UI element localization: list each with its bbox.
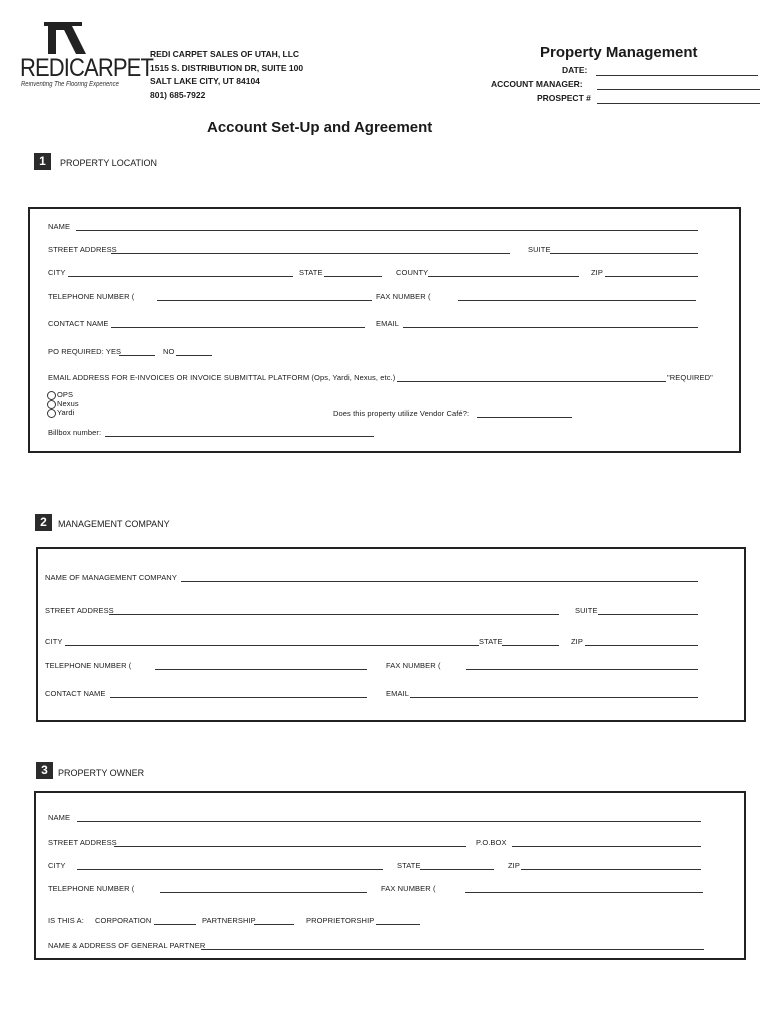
mgmt-suite-field[interactable] [598, 614, 698, 615]
mgmt-name-field[interactable] [181, 581, 698, 582]
section-title-property-owner: PROPERTY OWNER [58, 768, 145, 778]
date-label: DATE: [562, 65, 588, 75]
property-telephone-label: TELEPHONE NUMBER ( [48, 292, 135, 301]
po-yes-label: PO REQUIRED: YES [48, 347, 122, 356]
owner-city-field[interactable] [77, 869, 383, 870]
owner-telephone-label: TELEPHONE NUMBER ( [48, 884, 135, 893]
owner-state-label: STATE [397, 861, 421, 870]
property-county-label: COUNTY [396, 268, 429, 277]
property-county-field[interactable] [428, 276, 579, 277]
mgmt-contact-field[interactable] [110, 697, 367, 698]
entity-proprietorship-field[interactable] [376, 924, 420, 925]
property-fax-label: FAX NUMBER ( [376, 292, 431, 301]
invoice-required-note: "REQUIRED" [667, 373, 713, 382]
property-fax-field[interactable] [458, 300, 696, 301]
property-email-label: EMAIL [376, 319, 400, 328]
section-title-property-location: PROPERTY LOCATION [60, 158, 158, 168]
general-partner-label: NAME & ADDRESS OF GENERAL PARTNER [48, 941, 206, 950]
account-manager-field[interactable] [597, 89, 760, 90]
prospect-field[interactable] [597, 103, 760, 104]
section-number-1: 1 [34, 153, 51, 170]
owner-telephone-field[interactable] [160, 892, 367, 893]
property-zip-label: ZIP [591, 268, 603, 277]
entity-corporation-field[interactable] [154, 924, 196, 925]
owner-name-field[interactable] [77, 821, 701, 822]
mgmt-telephone-label: TELEPHONE NUMBER ( [45, 661, 132, 670]
page-title: Property Management [540, 44, 698, 61]
owner-zip-field[interactable] [521, 869, 701, 870]
mgmt-state-label: STATE [479, 637, 503, 646]
vendor-cafe-label: Does this property utilize Vendor Café?: [333, 409, 470, 418]
vendor-cafe-field[interactable] [477, 417, 572, 418]
billbox-label: Billbox number: [48, 428, 102, 437]
mgmt-zip-label: ZIP [571, 637, 583, 646]
property-contact-field[interactable] [111, 327, 365, 328]
mgmt-suite-label: SUITE [575, 606, 598, 615]
logo-mark-icon [42, 20, 88, 56]
entity-partnership-field[interactable] [254, 924, 294, 925]
company-name: REDI CARPET SALES OF UTAH, LLC [150, 49, 300, 59]
owner-fax-field[interactable] [465, 892, 703, 893]
logo-wordmark: REDICARPET [20, 54, 154, 82]
mgmt-city-field[interactable] [65, 645, 479, 646]
property-zip-field[interactable] [605, 276, 698, 277]
mgmt-email-field[interactable] [410, 697, 698, 698]
property-name-field[interactable] [76, 230, 698, 231]
prospect-label: PROSPECT # [537, 93, 591, 103]
company-address [150, 48, 303, 102]
owner-fax-label: FAX NUMBER ( [381, 884, 436, 893]
property-suite-field[interactable] [550, 253, 698, 254]
property-owner-box [34, 791, 746, 960]
entity-type-label: IS THIS A: [48, 916, 84, 925]
property-email-field[interactable] [403, 327, 698, 328]
entity-partnership-label: PARTNERSHIP [202, 916, 256, 925]
owner-street-label: STREET ADDRESS [48, 838, 117, 847]
owner-state-field[interactable] [420, 869, 494, 870]
owner-city-label: CITY [48, 861, 66, 870]
entity-corporation-label: CORPORATION [95, 916, 152, 925]
date-field[interactable] [596, 75, 758, 76]
owner-zip-label: ZIP [508, 861, 520, 870]
property-name-label: NAME [48, 222, 71, 231]
mgmt-fax-label: FAX NUMBER ( [386, 661, 441, 670]
mgmt-contact-label: CONTACT NAME [45, 689, 106, 698]
entity-proprietorship-label: PROPRIETORSHIP [306, 916, 375, 925]
platform-yardi-label: Yardi [57, 408, 75, 417]
logo-tagline: Reinventing The Flooring Experience [21, 81, 119, 88]
owner-name-label: NAME [48, 813, 71, 822]
po-yes-field[interactable] [119, 355, 155, 356]
company-address-line2: SALT LAKE CITY, UT 84104 [150, 76, 260, 86]
mgmt-email-label: EMAIL [386, 689, 410, 698]
property-street-field[interactable] [111, 253, 510, 254]
po-no-label: NO [163, 347, 175, 356]
property-city-field[interactable] [68, 276, 293, 277]
general-partner-field[interactable] [201, 949, 704, 950]
company-phone: 801) 685-7922 [150, 89, 206, 100]
mgmt-street-label: STREET ADDRESS [45, 606, 114, 615]
radio-yardi-icon[interactable] [47, 409, 56, 418]
company-address-line1: 1515 S. DISTRIBUTION DR, SUITE 100 [150, 62, 304, 73]
owner-pobox-field[interactable] [512, 846, 701, 847]
mgmt-name-label: NAME OF MANAGEMENT COMPANY [45, 573, 177, 582]
section-title-management-company: MANAGEMENT COMPANY [58, 519, 170, 529]
invoice-email-label: EMAIL ADDRESS FOR E-INVOICES OR INVOICE SUBMITTAL PLATFORM (Ops, Yardi, Nexus, etc.) [48, 373, 396, 382]
mgmt-fax-field[interactable] [466, 669, 698, 670]
mgmt-telephone-field[interactable] [155, 669, 367, 670]
platform-nexus-label: Nexus [57, 399, 79, 408]
property-suite-label: SUITE [528, 245, 551, 254]
po-no-field[interactable] [176, 355, 212, 356]
invoice-email-field[interactable] [397, 381, 666, 382]
platform-ops-label: OPS [57, 390, 74, 399]
property-state-field[interactable] [324, 276, 382, 277]
form-title: Account Set-Up and Agreement [207, 119, 433, 136]
property-street-label: STREET ADDRESS [48, 245, 117, 254]
property-state-label: STATE [299, 268, 323, 277]
platform-option-yardi[interactable] [47, 408, 74, 418]
account-manager-label: ACCOUNT MANAGER: [491, 79, 583, 89]
section-number-3: 3 [36, 762, 53, 779]
billbox-field[interactable] [105, 436, 374, 437]
owner-street-field[interactable] [114, 846, 466, 847]
mgmt-street-field[interactable] [109, 614, 559, 615]
property-city-label: CITY [48, 268, 66, 277]
section-number-2: 2 [35, 514, 52, 531]
mgmt-zip-field[interactable] [585, 645, 698, 646]
property-telephone-field[interactable] [157, 300, 372, 301]
mgmt-city-label: CITY [45, 637, 63, 646]
mgmt-state-field[interactable] [502, 645, 559, 646]
property-contact-label: CONTACT NAME [48, 319, 109, 328]
company-logo [20, 20, 154, 95]
owner-pobox-label: P.O.BOX [476, 838, 507, 847]
